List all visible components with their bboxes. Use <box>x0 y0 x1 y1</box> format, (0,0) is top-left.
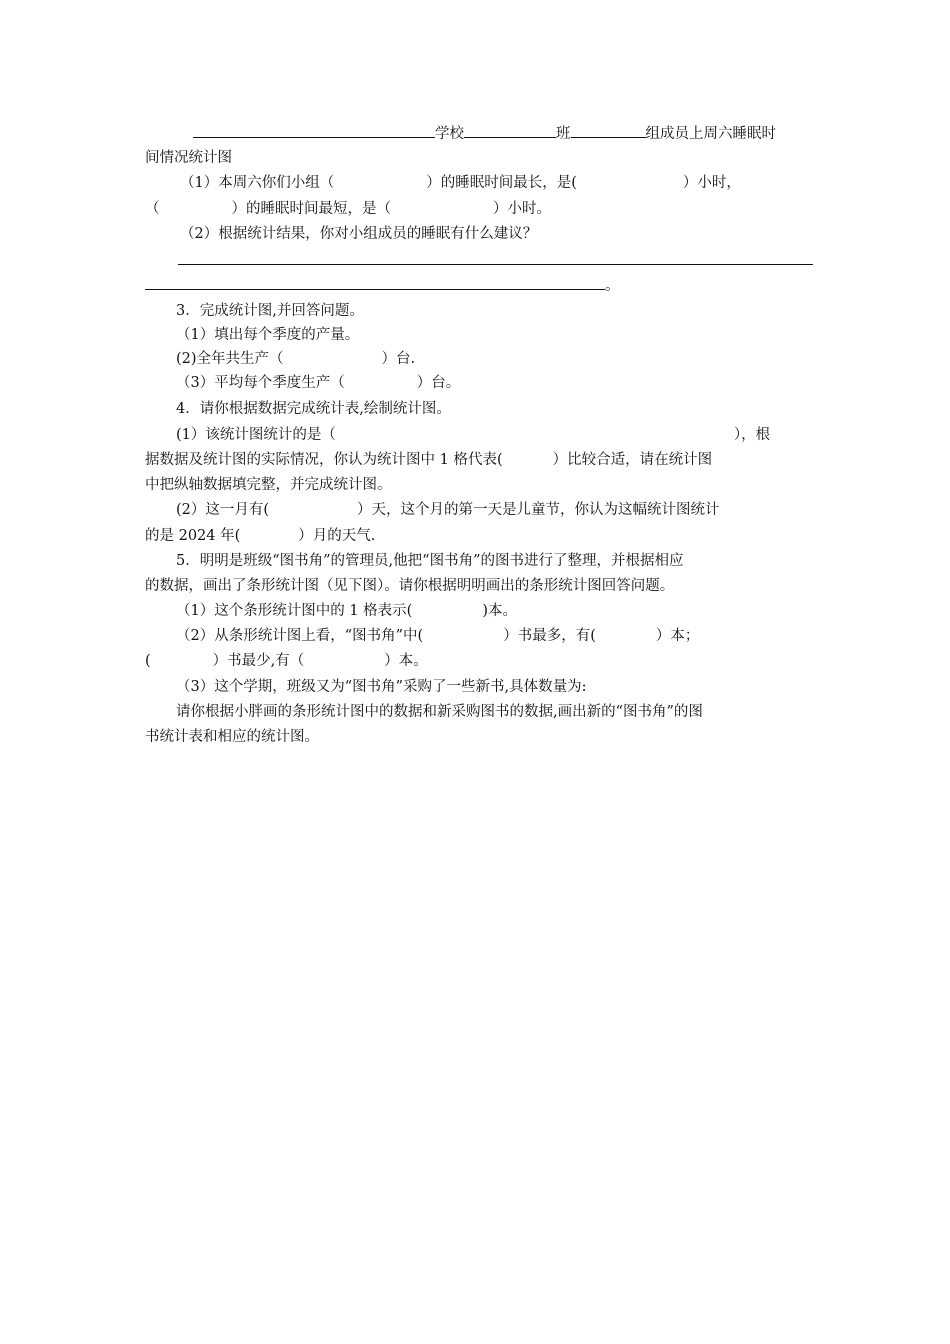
q5-part4-line2: 书统计表和相应的统计图。 <box>145 729 319 745</box>
q4-part1-line2: 据数据及统计图的实际情况，你认为统计图中 1 格代表( ）比较合适，请在统计图 <box>145 452 713 468</box>
q3-title: 3．完成统计图,并回答问题。 <box>176 303 364 319</box>
q4-part2-line1: (2）这一月有( ）天，这个月的第一天是儿童节，你认为这幅统计图统计 <box>176 502 720 518</box>
q2-part1-line1: （1）本周六你们小组（ ）的睡眠时间最长，是( ）小时， <box>180 175 741 191</box>
q2-part2: （2）根据统计结果，你对小组成员的睡眠有什么建议？ <box>180 226 538 242</box>
q5-part1: （1）这个条形统计图中的 1 格表示( )本。 <box>176 603 517 619</box>
q5-part2-line2: ( ）书最少,有（ ）本。 <box>145 653 428 669</box>
group-blank[interactable] <box>571 122 646 138</box>
school-name-blank[interactable] <box>193 122 435 138</box>
q5-part2-line1: （2）从条形统计图上看，“图书角”中( ）书最多，有( ）本； <box>176 628 700 644</box>
answer-line-1[interactable] <box>178 264 813 265</box>
class-blank[interactable] <box>464 122 556 138</box>
q3-part1: （1）填出每个季度的产量。 <box>176 327 360 343</box>
answer-end-mark: 。 <box>605 278 620 294</box>
title-text: 组成员上周六睡眠时 <box>645 126 776 142</box>
q5-part3: （3）这个学期，班级又为“图书角”采购了一些新书,具体数量为: <box>176 679 587 695</box>
q3-part2: (2)全年共生产（ ）台. <box>176 351 416 367</box>
q4-title: 4．请你根据数据完成统计表,绘制统计图。 <box>176 401 451 417</box>
q3-part3: （3）平均每个季度生产（ ）台。 <box>176 375 461 391</box>
q5-part4-line1: 请你根据小胖画的条形统计图中的数据和新采购图书的数据,画出新的“图书角”的图 <box>176 704 703 720</box>
answer-line-2[interactable] <box>145 289 605 290</box>
q2-part1-line2: （ ）的睡眠时间最短，是（ ）小时。 <box>145 201 551 217</box>
school-label: 学校 <box>435 126 464 142</box>
q4-part1-line1: (1）该统计图统计的是（ ），根 <box>176 427 771 443</box>
class-label: 班 <box>556 126 571 142</box>
q5-title-line2: 的数据，画出了条形统计图（见下图）。请你根据明明画出的条形统计图回答问题。 <box>145 578 675 594</box>
q5-title-line1: 5．明明是班级“图书角”的管理员,他把“图书角”的图书进行了整理，并根据相应 <box>176 553 684 569</box>
title-line <box>193 122 776 144</box>
q4-part1-line3: 中把纵轴数据填完整，并完成统计图。 <box>145 477 392 493</box>
title-line-2: 间情况统计图 <box>145 150 232 166</box>
q4-part2-line2: 的是 2024 年( ）月的天气. <box>145 528 376 544</box>
